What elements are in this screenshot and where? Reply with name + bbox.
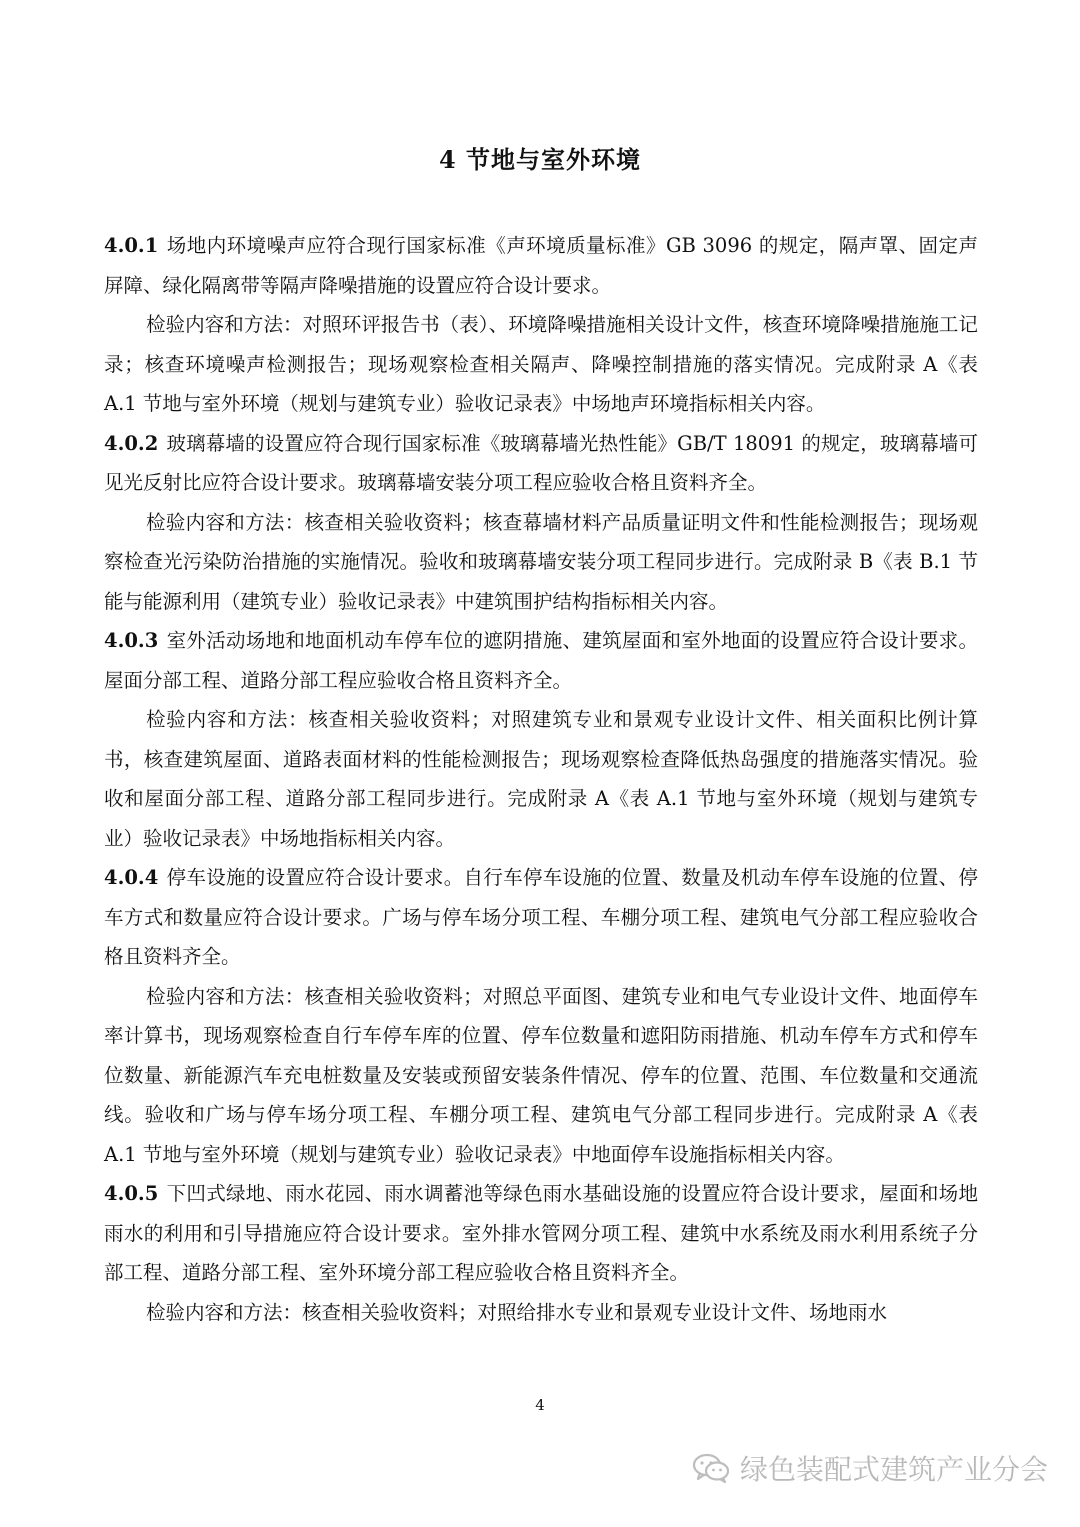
clause-4-0-4 <box>104 858 978 977</box>
method-4-0-5: 检验内容和方法：核查相关验收资料；对照给排水专业和景观专业设计文件、场地雨水 <box>146 1300 888 1324</box>
method-4-0-3: 检验内容和方法：核查相关验收资料；对照建筑专业和景观专业设计文件、相关面积比例计算书，核查建筑屋面、道路表面材料的性能检测报告；现场观察检查降低热岛强度的措施落实情况。验收和屋面分部工程、道路分部工程同步进行。完成附录 A《表 A.1 节地与室外环境（规划与建筑专业）验收记录表》中场地指标相关内容。 <box>104 708 978 850</box>
clause-4-0-3 <box>104 621 978 700</box>
clause-number: 4.0.3 <box>104 629 159 652</box>
watermark-text: 绿色装配式建筑产业分会 <box>739 1453 1048 1486</box>
clause-4-0-5 <box>104 1174 978 1293</box>
document-body <box>104 226 978 1332</box>
page-title: 4 节地与室外环境 <box>438 145 642 174</box>
clause-text: 停车设施的设置应符合设计要求。自行车停车设施的位置、数量及机动车停车设施的位置、停车方式和数量应符合设计要求。广场与停车场分项工程、车棚分项工程、建筑电气分部工程应验收合格且资料齐全。 <box>104 866 978 968</box>
clause-text: 玻璃幕墙的设置应符合现行国家标准《玻璃幕墙光热性能》GB/T 18091 的规定，玻璃幕墙可见光反射比应符合设计要求。玻璃幕墙安装分项工程应验收合格且资料齐全。 <box>104 431 978 494</box>
wechat-icon <box>692 1452 730 1484</box>
clause-4-0-2 <box>104 424 978 503</box>
page-number: 4 <box>535 1396 545 1414</box>
method-4-0-2: 检验内容和方法：核查相关验收资料；核查幕墙材料产品质量证明文件和性能检测报告；现场观察检查光污染防治措施的实施情况。验收和玻璃幕墙安装分项工程同步进行。完成附录 B《表 B.1 节能与能源利用（建筑专业）验收记录表》中建筑围护结构指标相关内容。 <box>104 510 978 613</box>
clause-number: 4.0.4 <box>104 866 159 889</box>
clause-text: 场地内环境噪声应符合现行国家标准《声环境质量标准》GB 3096 的规定，隔声罩、固定声屏障、绿化隔离带等隔声降噪措施的设置应符合设计要求。 <box>104 234 978 297</box>
method-4-0-4: 检验内容和方法：核查相关验收资料；对照总平面图、建筑专业和电气专业设计文件、地面停车率计算书，现场观察检查自行车停车库的位置、停车位数量和遮阳防雨措施、机动车停车方式和停车位数量、新能源汽车充电桩数量及安装或预留安装条件情况、停车的位置、范围、车位数量和交通流线。验收和广场与停车场分项工程、车棚分项工程、建筑电气分部工程同步进行。完成附录 A《表 A.1 节地与室外环境（规划与建筑专业）验收记录表》中地面停车设施指标相关内容。 <box>104 984 978 1166</box>
clause-4-0-1 <box>104 226 978 305</box>
clause-text: 下凹式绿地、雨水花园、雨水调蓄池等绿色雨水基础设施的设置应符合设计要求，屋面和场地雨水的利用和引导措施应符合设计要求。室外排水管网分项工程、建筑中水系统及雨水利用系统子分部工程、道路分部工程、室外环境分部工程应验收合格且资料齐全。 <box>104 1182 978 1284</box>
method-4-0-1: 检验内容和方法：对照环评报告书（表）、环境降噪措施相关设计文件，核查环境降噪措施施工记录；核查环境噪声检测报告；现场观察检查相关隔声、降噪控制措施的落实情况。完成附录 A《表 A.1 节地与室外环境（规划与建筑专业）验收记录表》中场地声环境指标相关内容。 <box>104 313 978 415</box>
clause-number: 4.0.2 <box>104 431 159 455</box>
clause-number: 4.0.1 <box>104 234 159 257</box>
watermark <box>692 1448 1048 1488</box>
clause-number: 4.0.5 <box>104 1182 159 1205</box>
clause-text: 室外活动场地和地面机动车停车位的遮阴措施、建筑屋面和室外地面的设置应符合设计要求。屋面分部工程、道路分部工程应验收合格且资料齐全。 <box>104 629 978 692</box>
